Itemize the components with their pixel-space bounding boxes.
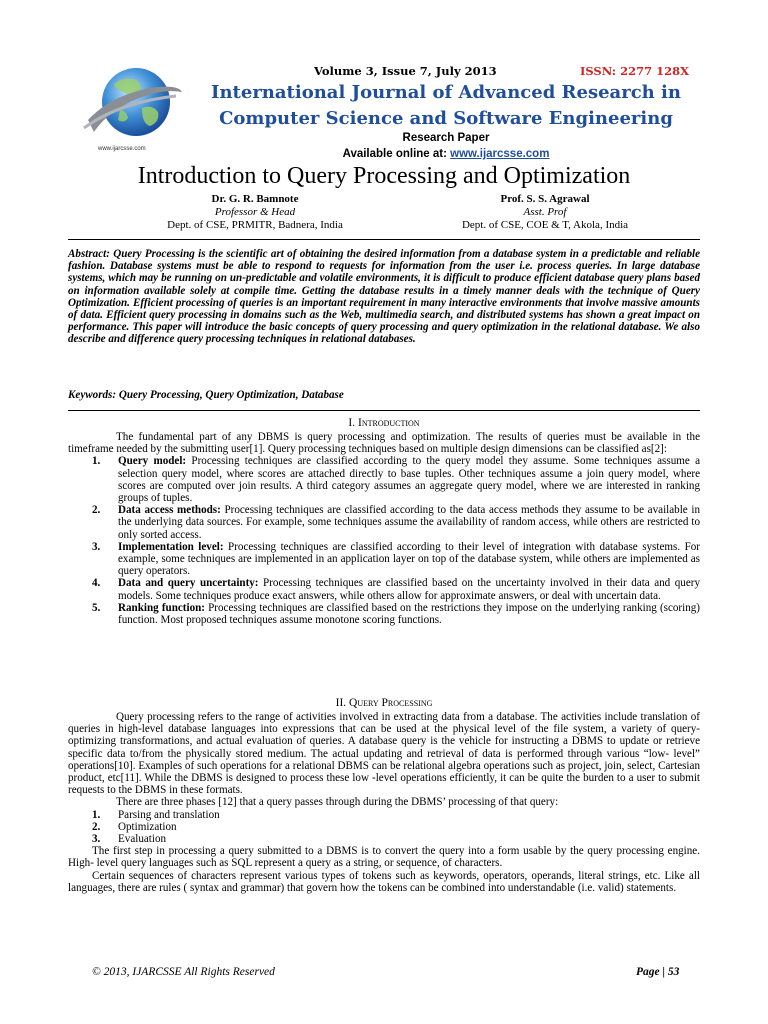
list-item: 2. Optimization — [92, 820, 177, 833]
volume-info: Volume 3, Issue 7, July 2013 — [314, 64, 497, 78]
paragraph: There are three phases [12] that a query passes through during the DBMS’ processing of that query: — [116, 796, 559, 809]
divider-bottom — [68, 410, 700, 411]
classification-list — [68, 455, 700, 626]
available-prefix: Available online at: — [342, 148, 451, 160]
paragraph: The first step in processing a query submitted to a DBMS is to convert the query into a form usable by the query processing engine. High- level query languages such as SQL represent a query as a string, or sequence, of characters. — [68, 845, 700, 870]
paragraph: Query processing refers to the range of activities involved in extracting data from a database. The activities include translation of queries in high-level database languages into expressions that can be used at the physical level of the file system, a variety of query-optimizing transformations, and actual evaluation of queries. A database query is the vehicle for instructing a DBMS to update or retrieve specific data to/from the physically stored medium. The actual updating and retrieval of data is performed through various “low- level” operations[10]. Examples of such operations for a relational DBMS can be relational algebra operations such as project, join, select, Cartesian product, etc[11]. While the DBMS is designed to process these low -level operations efficiently, it can be quite the burden to a user to submit requests to the DBMS in these formats. — [68, 711, 700, 797]
section-query-processing — [68, 711, 700, 894]
author-role: Professor & Head — [214, 206, 296, 218]
journal-link[interactable]: www.ijarcsse.com — [450, 148, 550, 160]
paper-type: Research Paper — [402, 132, 490, 144]
section-introduction — [68, 431, 700, 626]
issn: ISSN: 2277 128X — [580, 64, 690, 78]
keywords: Keywords: Query Processing, Query Optimization, Database — [68, 389, 344, 401]
available-online — [196, 148, 696, 160]
paper-title: Introduction to Query Processing and Optimization — [137, 163, 631, 189]
paragraph: Certain sequences of characters represent various types of tokens such as keywords, operators, operands, literal strings, etc. Like all languages, there are rules ( syntax and grammar) that govern how the tokens can be combined into understandable (i.e. valid) statements. — [68, 869, 700, 894]
section-heading-introduction: I. Introduction — [348, 417, 420, 429]
list-item: 3. Evaluation — [92, 833, 167, 846]
journal-title-line2: Computer Science and Software Engineering — [219, 108, 673, 129]
journal-title-line1: International Journal of Advanced Research in — [211, 82, 681, 103]
section-heading-query-processing: II. Query Processing — [335, 697, 433, 709]
author-affiliation: Dept. of CSE, COE & T, Akola, India — [461, 219, 629, 231]
paragraph: The fundamental part of any DBMS is query processing and optimization. The results of queries must be available in the timeframe needed by the submitting user[1]. Query processing techniques based on multiple design dimensions can be classified as[2]: — [68, 431, 700, 456]
journal-logo — [80, 62, 188, 154]
footer-page-number: Page | 53 — [636, 966, 680, 978]
list-item: 3. Implementation level: Processing techniques are classified according to their level of integration with database systems. For example, some techniques are implemented in an application layer on top of the database system, while others are implemented as query operators. — [92, 540, 700, 578]
list-item: 1. Query model: Processing techniques are classified according to the query model they assume. Some techniques assume a selection query model, where scores are attached directly to base tuples. Other techniques assume a join query model, where scores are computed over join results. A third category assumes an aggregate query model, where we are interested in ranking groups of tuples. — [92, 455, 700, 505]
author-affiliation: Dept. of CSE, PRMITR, Badnera, India — [167, 219, 343, 231]
author-role: Asst. Prof — [523, 206, 567, 218]
list-item: 5. Ranking function: Processing techniques are classified based on the restrictions they impose on the underlying ranking (scoring) function. Most proposed techniques assume monotone scoring functions. — [92, 601, 700, 627]
author-2 — [420, 193, 670, 232]
divider-top — [68, 239, 700, 240]
author-name: Prof. S. S. Agrawal — [500, 193, 590, 205]
list-item: 1. Parsing and translation — [92, 808, 220, 821]
author-1 — [130, 193, 380, 232]
phases-list — [68, 809, 700, 846]
list-item: 2. Data access methods: Processing techniques are classified according to the data access methods they assume to be available in the underlying data sources. For example, some techniques assume the availability of random access, while others are restricted to only sorted access. — [92, 504, 700, 541]
abstract: Abstract: Query Processing is the scientific art of obtaining the desired information from a database system in a predictable and reliable fashion. Database systems must be able to respond to requests for information from the user i.e. process queries. In large database systems, which may be running on un-predictable and volatile environments, it is difficult to produce efficient database query plans based on information available solely at compile time. Getting the database results in a timely manner deals with the technique of Query Optimization. Efficient processing of queries is an important requirement in many interactive environments that involve massive amounts of data. Efficient query processing in domains such as the Web, multimedia search, and distributed systems has shown a great impact on performance. This paper will introduce the basic concepts of query processing and query optimization in the relational database. We also describe and difference query processing techniques in relational databases. — [68, 248, 700, 346]
author-name: Dr. G. R. Bamnote — [211, 193, 299, 205]
list-item: 4. Data and query uncertainty: Processing techniques are classified based on the uncertainty involved in their data and query models. Some techniques produce exact answers, while others allow for approximate answers, or deal with uncertain data. — [92, 577, 701, 602]
footer-copyright: © 2013, IJARCSSE All Rights Reserved — [92, 966, 275, 978]
logo-caption: www.ijarcsse.com — [98, 146, 146, 152]
